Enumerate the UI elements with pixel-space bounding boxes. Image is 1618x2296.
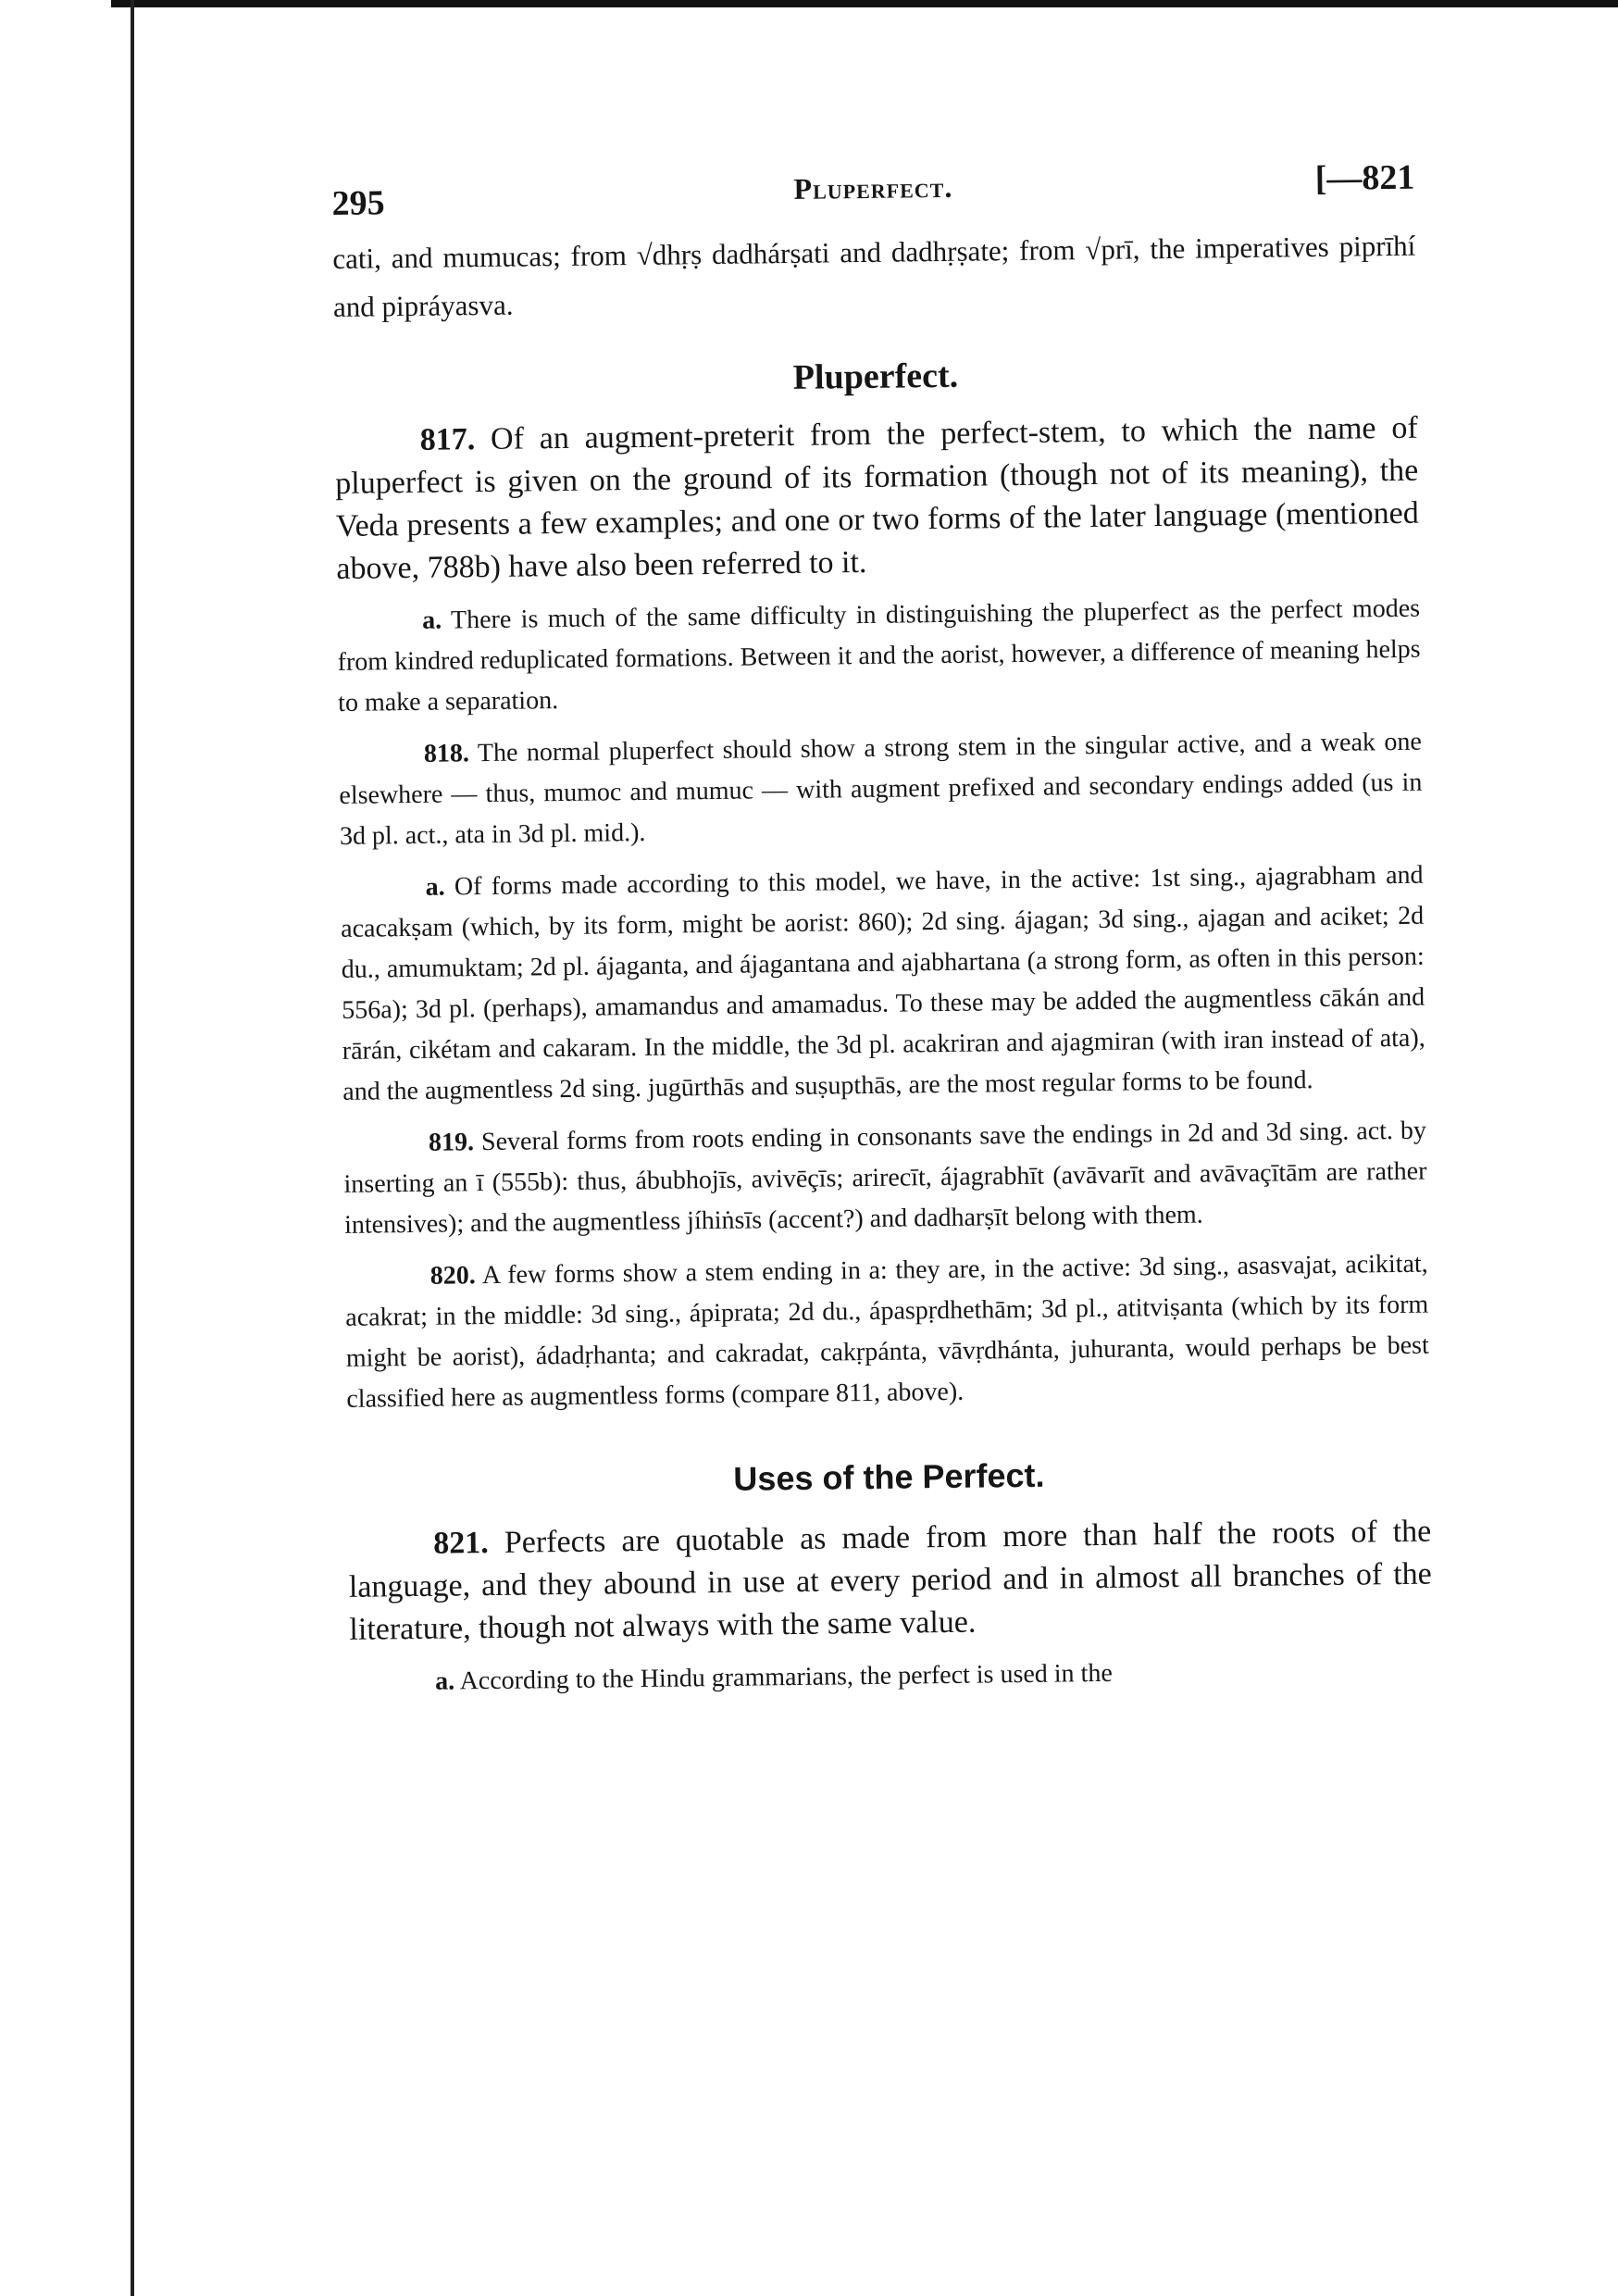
paragraph-817a — [337, 589, 1422, 724]
paragraph-818 — [339, 722, 1424, 857]
paragraph-820 — [345, 1244, 1430, 1420]
paragraph-text: Perfects are quotable as made from more than half the roots of the language, and they abound in use at every period and in almost all branches of the literature, though not always with the same value. — [348, 1514, 1433, 1647]
paragraph-number: 820. — [429, 1261, 476, 1291]
continuation-text: cati, and mumucas; from √dhṛṣ dadhárṣati and dadhṛṣate; from √prī, the imperatives piprīhí and pipráyasva. — [332, 229, 1416, 323]
section-heading-uses-of-perfect: Uses of the Perfect. — [733, 1455, 1045, 1498]
section-heading-pluperfect: Pluperfect. — [792, 356, 959, 397]
subparagraph-label: a. — [434, 1666, 455, 1696]
paragraph-number: 821. — [433, 1526, 490, 1561]
paragraph-text: Several forms from roots ending in consonants save the endings in 2d and 3d sing. act. by inserting an ī (555b): thus, ábubhojīs, avivēçīs; arirecīt, ájagrabhīt (avāvarīt and avāvaçītām are rather intensives); and the augmentless jíhiṅsīs (accent?) and dadharṣīt belong with them. — [343, 1116, 1427, 1240]
running-header — [331, 144, 1415, 235]
section-reference: [—821 — [1314, 157, 1415, 199]
paragraph-text: The normal pluperfect should show a strong stem in the singular active, and a weak one elsewhere — thus, mumoc and mumuc — with augment prefixed and secondary endings added (us in 3d pl. act., ata in 3d pl. mid.). — [339, 727, 1423, 851]
paragraph-number: 819. — [428, 1128, 475, 1157]
paragraph-number: 817. — [419, 422, 476, 457]
paragraph-text: According to the Hindu grammarians, the perfect is used in the — [459, 1658, 1113, 1696]
paragraph-text: Of forms made according to this model, we have, in the active: 1st sing., ajagrabham and acacakṣam (which, by its form, might be aorist: 860); 2d sing. ájagan; 3d sing., ajagan and aciket; 2d du., amumuktam; 2d pl. ájaganta, and ájagantana and ajabhartana (a strong form, as often in this person: 556a); 3d pl. (perhaps), amamandus and amamadus. To these may be added the augmentless cākán and rārán, cikétam and cakaram. In the middle, the 3d pl. acakriran and ajagmiran (with iran instead of ata), and the augmentless 2d sing. jugūrthās and suṣupthās, are the most regular forms to be found. — [340, 860, 1425, 1106]
paragraph-819 — [343, 1111, 1428, 1246]
paragraph-821 — [348, 1511, 1433, 1652]
book-page — [331, 144, 1433, 1703]
running-title: Pluperfect. — [793, 169, 953, 206]
paragraph-number: 818. — [423, 739, 470, 768]
subparagraph-label: a. — [425, 872, 445, 902]
paragraph-text: There is much of the same difficulty in distinguishing the pluperfect as the perfect modes from kindred reduplicated formations. Between it and the aorist, however, a difference of meaning helps to make a separation. — [337, 593, 1421, 718]
paragraph-text: Of an augment-preterit from the perfect-stem, to which the name of pluperfect is given on the ground of its formation (though not of its meaning), the Veda presents a few examples; and one or two forms of the later language (mentioned above, 788b) have also been referred to it. — [335, 410, 1420, 586]
paragraph-821a — [350, 1650, 1433, 1703]
subparagraph-label: a. — [421, 605, 442, 635]
paragraph-text: A few forms show a stem ending in a: they are, in the active: 3d sing., asasvajat, acikitat, acakrat; in the middle: 3d sing., ápiprata; 2d du., ápaspṛdhethām; 3d pl., atitviṣanta (which by its form might be aorist), ádadṛhanta; and cakradat, cakṛpánta, vāvṛdhánta, juhuranta, would perhaps be best classified here as augmentless forms (compare 811, above). — [345, 1249, 1429, 1414]
paragraph-817 — [334, 407, 1419, 591]
binding-edge — [131, 0, 134, 2296]
paragraph-818a — [340, 855, 1425, 1113]
page-number: 295 — [331, 183, 385, 223]
scan-edge-top — [111, 0, 1618, 7]
